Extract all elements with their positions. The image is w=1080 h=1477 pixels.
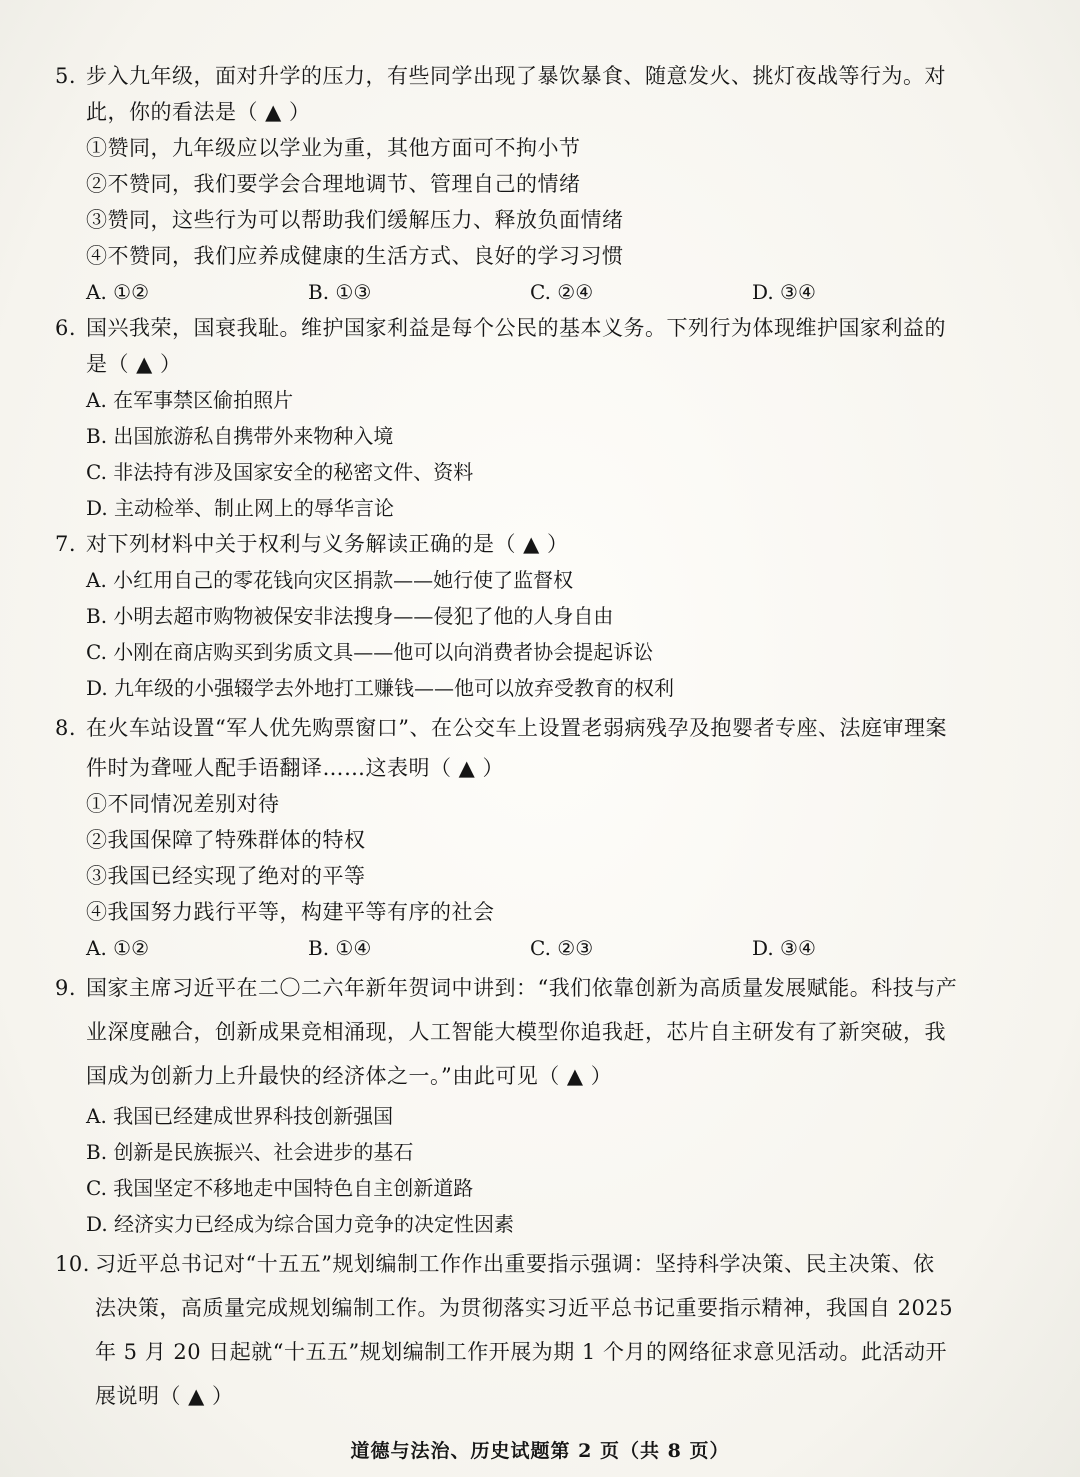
question-text: 在火车站设置“军人优先购票窗口”、在公交车上设置老弱病残孕及抱婴者专座、法庭审理案 — [86, 716, 947, 740]
question-number: 10. — [55, 1252, 90, 1276]
question-10-stem-line-3: 年 5 月 20 日起就“十五五”规划编制工作开展为期 1 个月的网络征求意见活动。此活动开 — [95, 1340, 947, 1364]
choice-a: A. ①② — [86, 280, 150, 304]
question-6-stem-line-1 — [55, 310, 1040, 346]
question-number: 7. — [55, 532, 77, 556]
statement: ①赞同，九年级应以学业为重，其他方面可不拘小节 — [86, 136, 581, 160]
question-9-stem-line-3: 国成为创新力上升最快的经济体之一。”由此可见（ ▲ ） — [86, 1064, 613, 1088]
option-d: D. 九年级的小强辍学去外地打工赚钱——他可以放弃受教育的权利 — [86, 676, 675, 700]
option-a: A. 在军事禁区偷拍照片 — [86, 388, 294, 412]
question-10-stem-line-2: 法决策，高质量完成规划编制工作。为贯彻落实习近平总书记重要指示精神，我国自 2025 — [95, 1296, 954, 1320]
choice-d: D. ③④ — [752, 936, 816, 960]
question-6-stem-line-2: 是（ ▲ ） — [86, 352, 182, 376]
option-d: D. 经济实力已经成为综合国力竞争的决定性因素 — [86, 1212, 515, 1236]
question-7-stem-line-1 — [55, 526, 1040, 562]
question-10 — [55, 1242, 1040, 1418]
question-text: 习近平总书记对“十五五”规划编制工作作出重要指示强调：坚持科学决策、民主决策、依 — [95, 1252, 935, 1276]
page-footer: 道德与法治、历史试题第 2 页（共 8 页） — [350, 1440, 730, 1462]
question-5 — [55, 58, 1040, 310]
statement: ②我国保障了特殊群体的特权 — [86, 828, 366, 852]
choice-d: D. ③④ — [752, 280, 816, 304]
option-b: B. 出国旅游私自携带外来物种入境 — [86, 424, 394, 448]
choice-b: B. ①④ — [308, 936, 372, 960]
question-sheet — [55, 58, 1040, 1418]
question-text: 国兴我荣，国衰我耻。维护国家利益是每个公民的基本义务。下列行为体现维护国家利益的 — [86, 316, 946, 340]
question-5-stem-line-1 — [55, 58, 1040, 94]
question-6 — [55, 310, 1040, 526]
statement: ③我国已经实现了绝对的平等 — [86, 864, 366, 888]
question-9-stem-line-2: 业深度融合，创新成果竞相涌现，人工智能大模型你追我赶，芯片自主研发有了新突破，我 — [86, 1020, 946, 1044]
question-9-stem-line-1 — [55, 966, 1040, 1010]
option-d: D. 主动检举、制止网上的辱华言论 — [86, 496, 395, 520]
question-9 — [55, 966, 1040, 1242]
option-b: B. 小明去超市购物被保安非法搜身——侵犯了他的人身自由 — [86, 604, 614, 628]
question-8-stem-line-2: 件时为聋哑人配手语翻译……这表明（ ▲ ） — [86, 756, 504, 780]
question-5-stem-line-2: 此，你的看法是（ ▲ ） — [86, 100, 311, 124]
question-8 — [55, 706, 1040, 966]
statement: ④我国努力践行平等，构建平等有序的社会 — [86, 900, 495, 924]
choice-a: A. ①② — [86, 936, 150, 960]
question-8-stem-line-1 — [55, 706, 1040, 750]
answer-choices — [55, 274, 1040, 310]
option-b: B. 创新是民族振兴、社会进步的基石 — [86, 1140, 414, 1164]
statement: ②不赞同，我们要学会合理地调节、管理自己的情绪 — [86, 172, 581, 196]
statement: ③赞同，这些行为可以帮助我们缓解压力、释放负面情绪 — [86, 208, 624, 232]
question-number: 8. — [55, 716, 77, 740]
option-a: A. 小红用自己的零花钱向灾区捐款——她行使了监督权 — [86, 568, 574, 592]
question-number: 9. — [55, 976, 77, 1000]
choice-c: C. ②③ — [530, 936, 594, 960]
option-c: C. 我国坚定不移地走中国特色自主创新道路 — [86, 1176, 474, 1200]
question-number: 6. — [55, 316, 77, 340]
choice-b: B. ①③ — [308, 280, 372, 304]
question-text: 对下列材料中关于权利与义务解读正确的是（ ▲ ） — [86, 532, 569, 556]
question-text: 国家主席习近平在二〇二六年新年贺词中讲到：“我们依靠创新为高质量发展赋能。科技与产 — [86, 976, 958, 1000]
question-7 — [55, 526, 1040, 706]
choice-c: C. ②④ — [530, 280, 594, 304]
question-text: 步入九年级，面对升学的压力，有些同学出现了暴饮暴食、随意发火、挑灯夜战等行为。对 — [86, 64, 946, 88]
question-10-stem-line-1 — [55, 1242, 1040, 1286]
option-c: C. 非法持有涉及国家安全的秘密文件、资料 — [86, 460, 474, 484]
option-a: A. 我国已经建成世界科技创新强国 — [86, 1104, 394, 1128]
answer-choices — [55, 930, 1040, 966]
statement: ①不同情况差别对待 — [86, 792, 280, 816]
option-c: C. 小刚在商店购买到劣质文具——他可以向消费者协会提起诉讼 — [86, 640, 654, 664]
question-10-stem-line-4: 展说明（ ▲ ） — [95, 1384, 234, 1408]
statement: ④不赞同，我们应养成健康的生活方式、良好的学习习惯 — [86, 244, 624, 268]
question-number: 5. — [55, 64, 77, 88]
